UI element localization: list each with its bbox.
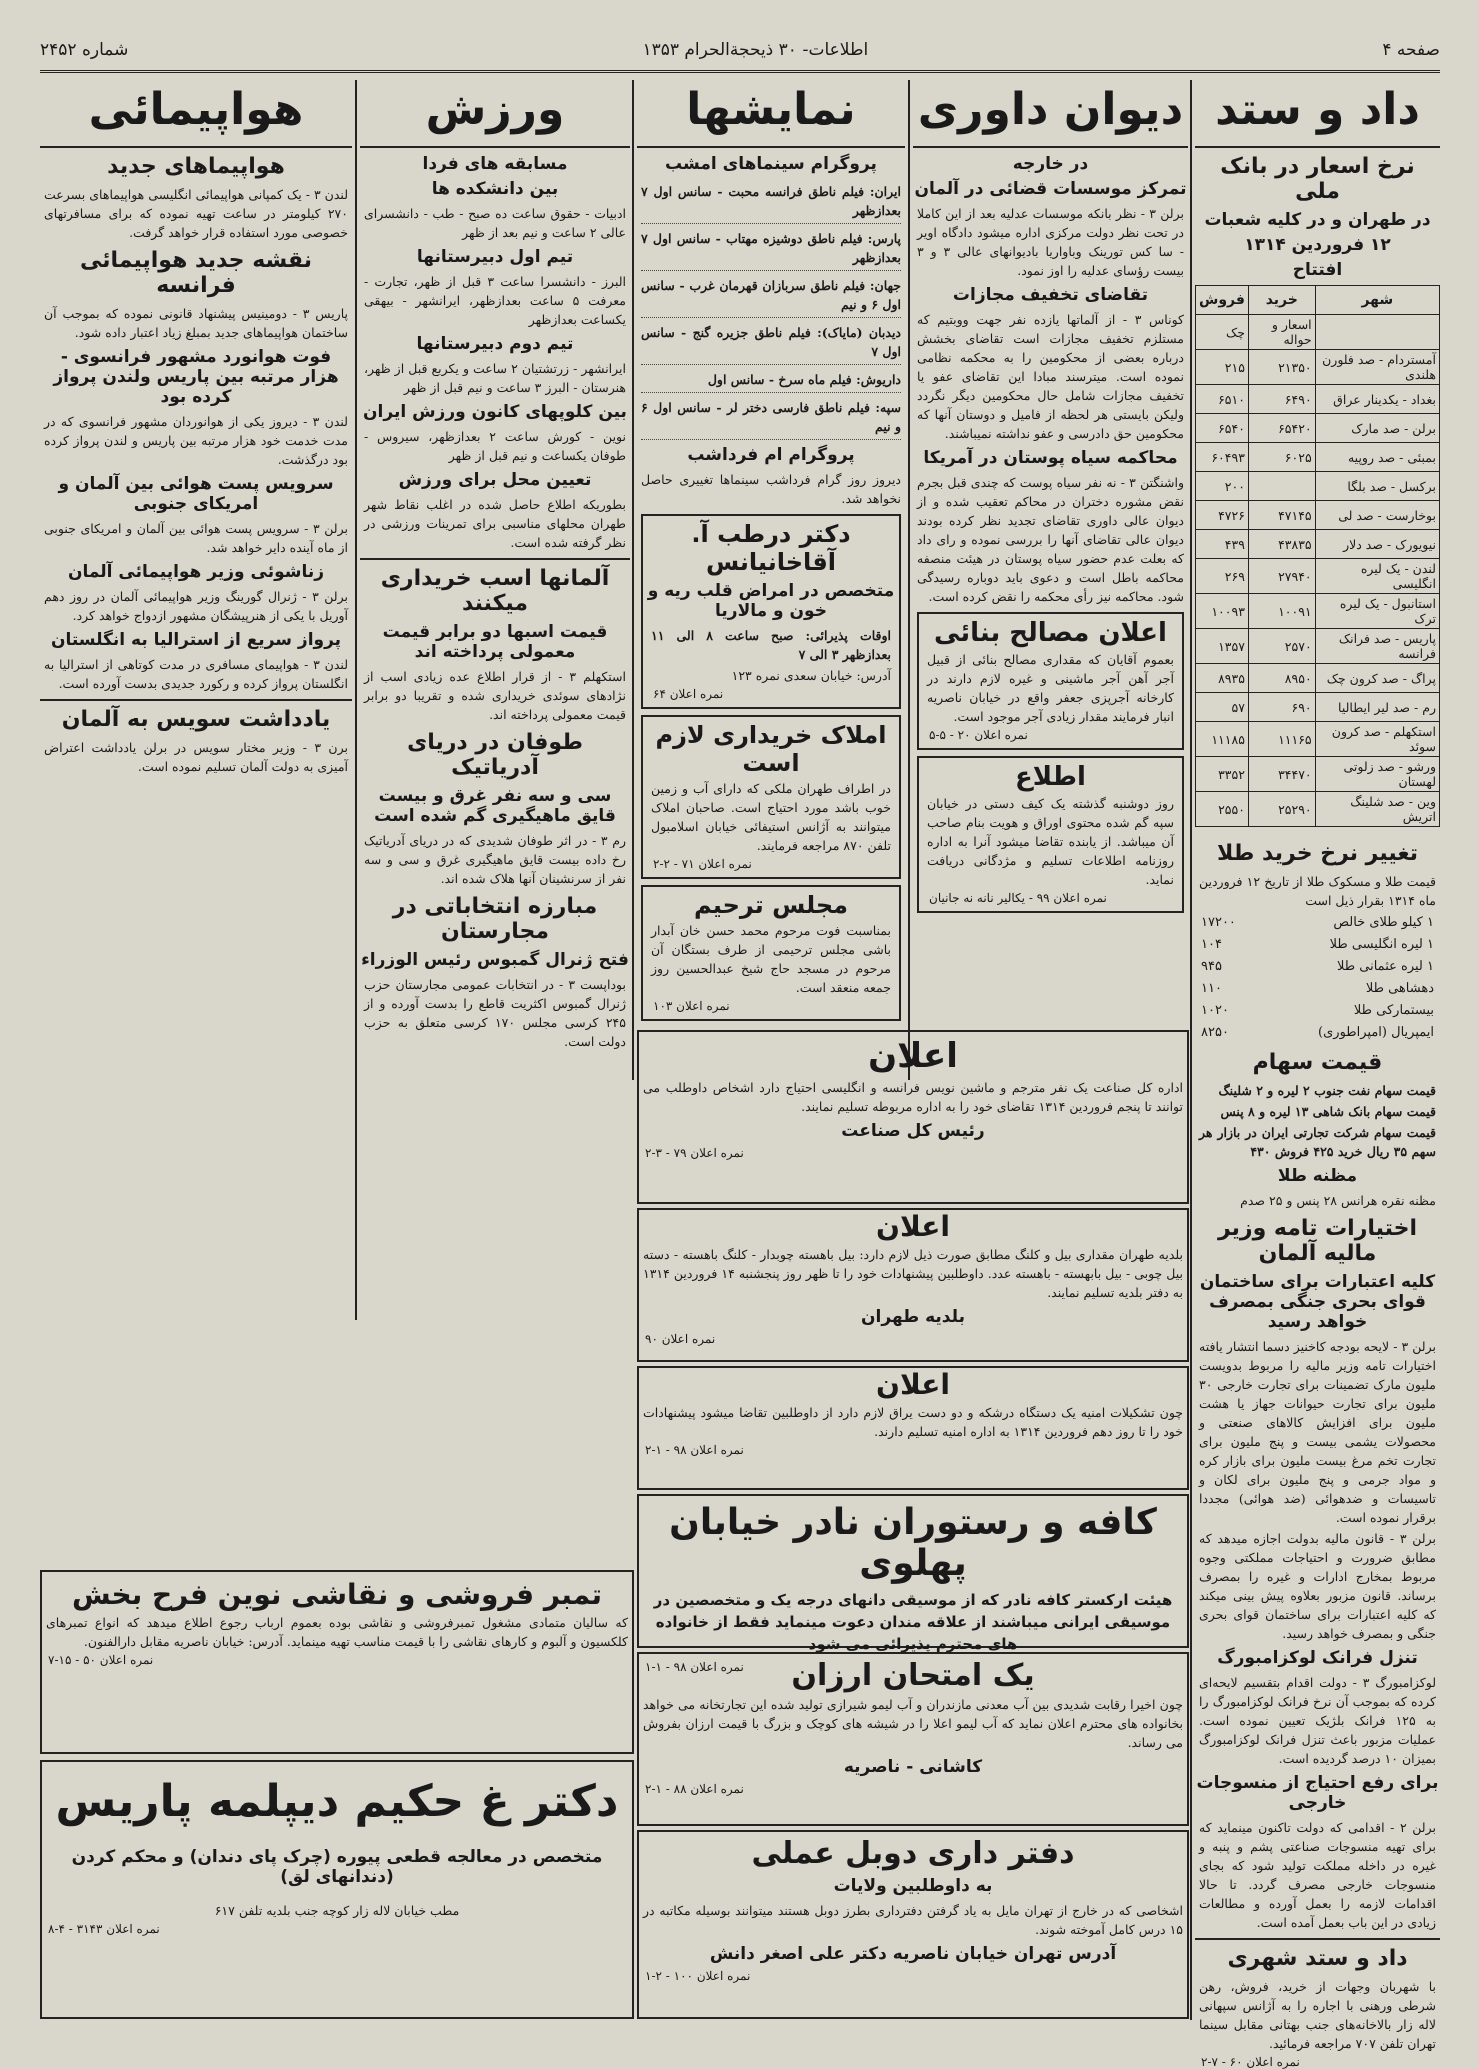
news-heading: پرواز سریع از استرالیا به انگلستان bbox=[50, 630, 342, 650]
ad-signature: بلدیه طهران bbox=[861, 1307, 965, 1327]
table-cell: ۴۳۸۳۵ bbox=[1248, 530, 1315, 559]
news-heading: نقشه جدید هواپیمائی فرانسه bbox=[79, 248, 313, 298]
gold-title: تغییر نرخ خرید طلا bbox=[1216, 841, 1419, 866]
table-row bbox=[1196, 792, 1440, 827]
table-row bbox=[1196, 501, 1440, 530]
ad-title: اعلان bbox=[868, 1036, 958, 1076]
ad-number: نمره اعلان ۹۸ - ۱-۱ bbox=[645, 1660, 744, 1674]
table-cell: وین - صد شلینگ اتریش bbox=[1315, 792, 1439, 827]
lemon-juice-ad bbox=[637, 1652, 1189, 1826]
ad-number: نمره اعلان ۱۰۰ - ۲-۱ bbox=[645, 1969, 751, 1983]
ad-title: تمبر فروشی و نقاشی نوین فرح بخش bbox=[71, 1578, 603, 1611]
ad-text: بعموم آقایان که مقداری مصالح بنائی از قبیل آجر آهن آجر ماشینی و غیره لازم دارند در کارخانه آجرپزی جعفر واقع در خیابان ناصریه انبار فرمایند مقدار زیادی آجر موجود است. bbox=[927, 652, 1174, 724]
ad-subtitle: متخصص در امراض قلب ریه و خون و مالاریا bbox=[647, 581, 895, 621]
news-heading: طوفان در دریای آدریاتیک bbox=[407, 730, 583, 780]
translator-ad bbox=[637, 1030, 1189, 1204]
table-subheader: چک bbox=[1196, 315, 1249, 350]
table-row bbox=[1196, 757, 1440, 792]
ad-address: مطب خیابان لاله زار کوچه جنب بلدیه تلفن ۶۱۷ bbox=[214, 1903, 460, 1918]
table-cell: ۲۵۷۰ bbox=[1248, 629, 1315, 664]
table-row bbox=[1196, 594, 1440, 629]
table-row bbox=[1196, 472, 1440, 501]
sports-column bbox=[360, 80, 630, 1260]
ad-title: مجلس ترحیم bbox=[693, 891, 849, 919]
news-heading: تعیین محل برای ورزش bbox=[398, 470, 592, 490]
land-ad bbox=[641, 715, 901, 879]
ad-number: نمره اعلان ۷۱ - ۲-۲ bbox=[653, 857, 752, 871]
list-item bbox=[1201, 912, 1434, 934]
ad-subtitle: به داوطلبین ولایات bbox=[833, 1876, 993, 1896]
news-text: البرز - دانشسرا ساعت ۳ قبل از ظهر، تجارت - معرفت ۵ ساعت بعدازظهر، ایرانشهر - بیهقی یکساعت بعدازظهر bbox=[364, 274, 627, 327]
ad-text: چون اخیرا رقابت شدیدی بین آب معدنی مازندران و آب لیمو شیرازی تولید شده این تجارتخانه می خواهد بخانواده های محترم اعلان نماید که آب لیمو اعلا را در شیشه های کوچک و بزرگ با قیمت ارزان بفروش می رساند. bbox=[643, 1697, 1184, 1750]
ad-number: نمره اعلان ۶۴ bbox=[653, 687, 724, 701]
ad-number: نمره اعلان ۹۰ bbox=[645, 1332, 716, 1346]
rates-subheading: در طهران و در کلیه شعبات bbox=[1204, 210, 1431, 230]
news-subheading: فتح ژنرال گمبوس رئیس الوزراء bbox=[361, 950, 629, 970]
news-heading: تمرکز موسسات قضائی در آلمان bbox=[914, 179, 1187, 199]
ad-title: اعلان مصالح بنائی bbox=[934, 618, 1167, 648]
gendarmerie-ad bbox=[637, 1366, 1189, 1490]
ad-number: نمره اعلان ۹۸ - ۱-۲ bbox=[645, 1443, 744, 1457]
list-item: داریوش: فیلم ماه سرخ - سانس اول bbox=[641, 367, 901, 393]
ad-title: اعلان bbox=[876, 1210, 950, 1243]
gold-item-price: ۸۲۵۰ bbox=[1201, 1025, 1229, 1040]
ad-text: در اطراف طهران ملکی که دارای آب و زمین خوب باشد مورد احتیاج است. صاحبان املاک میتوانند به آژانس استیفائی خیابان اسلامبول تلفن ۸۷۰ مراجعه فرمایند. bbox=[651, 781, 891, 853]
ad-text: بمناسبت فوت مرحوم محمد حسن خان آبدار باشی مجلس ترحیمی از طرف بستگان آن مرحوم در مسجد حاج شیخ عبدالحسین روز جمعه منعقد است. bbox=[651, 923, 891, 995]
municipality-ad bbox=[637, 1208, 1189, 1362]
shows-title: نمایشها bbox=[686, 84, 856, 135]
news-subheading: قیمت اسبها دو برابر قیمت معمولی پرداخته اند bbox=[382, 622, 608, 662]
divider bbox=[637, 146, 905, 148]
table-cell: استانبول - یک لیره ترک bbox=[1315, 594, 1439, 629]
ad-title: اطلاع bbox=[1015, 762, 1086, 792]
rates-date: ۱۲ فروردین ۱۳۱۴ bbox=[1244, 235, 1391, 255]
news-heading: تیم اول دبیرستانها bbox=[416, 247, 574, 267]
ad-number: نمره اعلان ۸۸ - ۱-۲ bbox=[645, 1782, 744, 1796]
table-cell: ۲۷۹۴۰ bbox=[1248, 559, 1315, 594]
germany-finance-text: برلن ۳ - لایحه بودجه کاخنیز دسما انتشار یافته اختیارات تامه وزیر مالیه را مربوط بدویست ملیون مارک تضمینات برای تجارت خارجی ۳۰ ملیون برای تجارت حیوانات جهاز یا هشت ملیون برای افزایش کالاهای صنعتی و محصولات یشمی بیست و پنج ملیون برای تجارت تخم مرغ بیست ملیون برای بازار کره و مواد جرمی و پنج ملیون برای لکان و تاسیسات و ضدهوائی (ضد هوائی) مجددا برقرار نموده است. bbox=[1199, 1339, 1436, 1525]
table-cell: ۵۷ bbox=[1196, 693, 1249, 722]
table-cell: ورشو - صد زلوتی لهستان bbox=[1315, 757, 1439, 792]
table-subheader: اسعار و حواله bbox=[1248, 315, 1315, 350]
divider bbox=[360, 558, 630, 560]
list-item bbox=[1201, 1000, 1434, 1022]
table-cell: ۱۱۱۸۵ bbox=[1196, 722, 1249, 757]
table-cell: بغداد - یکدینار عراق bbox=[1315, 385, 1439, 414]
gold-intro: قیمت طلا و مسکوک طلا از تاریخ ۱۲ فروردین ماه ۱۳۱۴ بقرار ذیل است bbox=[1199, 874, 1436, 908]
ad-number: نمره اعلان ۵۰ - ۱۵-۷ bbox=[48, 1653, 154, 1667]
table-cell: نیویورک - صد دلار bbox=[1315, 530, 1439, 559]
news-text: رم ۳ - در اثر طوفان شدیدی که در دریای آدریاتیک رخ داده بیست قایق ماهیگیری غرق و سی و سه نفر از سرنشینان آنها هلاک شده اند. bbox=[364, 833, 627, 886]
stamp-shop-ad bbox=[40, 1570, 634, 1754]
ad-number: نمره اعلان ۳۱۴۳ - ۴-۸ bbox=[48, 1922, 160, 1936]
table-cell: ۱۳۵۷ bbox=[1196, 629, 1249, 664]
building-materials-ad bbox=[917, 612, 1184, 750]
news-heading: محاکمه سیاه پوستان در آمریکا bbox=[923, 448, 1178, 468]
issue-date: اطلاعات- ۳۰ ذیحجةالحرام ۱۳۵۳ bbox=[642, 40, 869, 60]
ad-signature: کاشانی - ناصریه bbox=[843, 1757, 983, 1777]
news-subheading: سی و سه نفر غرق و بیست قایق ماهیگیری گم شده است bbox=[374, 786, 616, 826]
table-cell: ۲۰۰ bbox=[1196, 472, 1249, 501]
table-cell: ۲۵۵۰ bbox=[1196, 792, 1249, 827]
table-cell: ۳۳۵۲ bbox=[1196, 757, 1249, 792]
court-title: دیوان داوری bbox=[917, 84, 1184, 135]
aviation-title: هواپیمائی bbox=[88, 84, 304, 135]
issue-number: شماره ۲۴۵۲ bbox=[40, 40, 129, 60]
table-row bbox=[1196, 722, 1440, 757]
city-trade-title: داد و ستد شهری bbox=[1227, 1946, 1408, 1971]
ad-title: املاک خریداری لازم است bbox=[655, 721, 887, 777]
news-text: ادبیات - حقوق ساعت ده صبح - طب - دانشسرای عالی ۲ ساعت و نیم بعد از ظهر bbox=[364, 206, 626, 240]
news-text: لندن ۳ - یک کمپانی هواپیمائی انگلیسی هواپیماهای بسرعت ۲۷۰ کیلومتر در ساعت تهیه نموده که برای مسافرتهای خصوصی مورد استفاده قرار خواهد گرفت. bbox=[44, 187, 349, 240]
tomorrow-program-text: دیروز روز گرام فرداشب سینماها تغییری حاصل نخواهد شد. bbox=[641, 472, 901, 506]
list-item bbox=[1201, 956, 1434, 978]
cinema-program-title: پروگرام سینماهای امشب bbox=[665, 154, 877, 174]
table-cell: ۲۶۹ bbox=[1196, 559, 1249, 594]
ad-title: یک امتحان ارزان bbox=[791, 1658, 1035, 1693]
news-text: ایرانشهر - زرتشتیان ۲ ساعت و یکربع قبل از ظهر، هنرستان - البرز ۳ ساعت و نیم قبل از ظهر bbox=[364, 361, 626, 395]
gold-item-label: ۱ لیره عثمانی طلا bbox=[1337, 959, 1434, 974]
divider bbox=[1195, 1938, 1440, 1940]
franc-title: تنزل فرانک لوکزامبورگ bbox=[1217, 1648, 1418, 1668]
table-cell: ۶۹۰ bbox=[1248, 693, 1315, 722]
news-text: پاریس ۳ - دومینیس پیشنهاد قانونی نموده که بموجب آن ساختمان هواپیماهای جدید بمبلغ زیاد اعتبار داده شود. bbox=[44, 306, 348, 340]
ad-text: اشخاصی که در خارج از تهران مایل به یاد گرفتن دفترداری بطرز دوبل هستند میتوانند بوسیله مکاتبه در ۱۵ درس کامل آموخته شوند. bbox=[643, 1903, 1183, 1937]
gold-item-label: دهشاهی طلا bbox=[1365, 981, 1434, 996]
shares-title: قیمت سهام bbox=[1252, 1050, 1383, 1075]
table-header: خرید bbox=[1248, 286, 1315, 315]
table-cell: ۳۴۴۷۰ bbox=[1248, 757, 1315, 792]
news-heading: سرویس پست هوائی بین آلمان و امریکای جنوبی bbox=[58, 474, 334, 514]
finance-column bbox=[1195, 80, 1440, 2069]
table-cell: ۶۵۱۰ bbox=[1196, 385, 1249, 414]
ad-number: نمره اعلان ۲۰ - ۵-۵ bbox=[929, 728, 1028, 742]
news-heading: بین دانشکده ها bbox=[431, 179, 559, 199]
finance-law-text: برلن ۳ - قانون مالیه بدولت اجازه میدهد که مطابق ضرورت و احتیاجات مملکتی وجوه مربوط بمخارج ادارات و غیره را بمصرف برساند. قانون مزبور بعلاوه پیش بینی میکند که کلیه اعتبارات برای ساختمان قوای بحری جنگی و بمصرف خواهد رسید. bbox=[1199, 1531, 1436, 1641]
ad-address: آدرس: خیابان سعدی نمره ۱۲۳ bbox=[731, 668, 891, 683]
table-cell: لندن - یک لیره انگلیسی bbox=[1315, 559, 1439, 594]
table-cell: ۸۹۳۵ bbox=[1196, 664, 1249, 693]
table-row bbox=[1196, 443, 1440, 472]
table-row bbox=[1196, 414, 1440, 443]
gold-item-price: ۱۰۴ bbox=[1201, 937, 1222, 952]
finance-title: داد و ستد bbox=[1215, 84, 1420, 135]
divider bbox=[40, 146, 352, 148]
newspaper-page bbox=[40, 30, 1440, 2069]
table-cell: ۸۹۵۰ bbox=[1248, 664, 1315, 693]
memorial-ad bbox=[641, 885, 901, 1021]
table-cell: برکسل - صد بلگا bbox=[1315, 472, 1439, 501]
table-header: فروش bbox=[1196, 286, 1249, 315]
gold-item-label: ۱ کیلو طلای خالص bbox=[1333, 915, 1434, 930]
table-cell: استکهلم - صد کرون سوئد bbox=[1315, 722, 1439, 757]
list-item bbox=[1201, 934, 1434, 956]
tomorrow-program-title: پروگرام ام فرداشب bbox=[687, 445, 855, 465]
table-cell: ۱۰۰۹۱ bbox=[1248, 594, 1315, 629]
table-row bbox=[1196, 530, 1440, 559]
news-heading: تیم دوم دبیرستانها bbox=[416, 334, 574, 354]
news-heading: یادداشت سویس به آلمان bbox=[61, 707, 331, 732]
news-heading: بین کلوپهای کانون ورزش ایران bbox=[363, 402, 627, 422]
share-line: قیمت سهام بانک شاهی ۱۳ لیره و ۸ پنس bbox=[1220, 1104, 1436, 1119]
news-text: برلن ۳ - سرویس پست هوائی بین آلمان و امریکای جنوبی از ماه آینده دایر خواهد شد. bbox=[44, 521, 348, 555]
ad-number: نمره اعلان ۹۹ - یکالیر نانه نه جانیان bbox=[929, 891, 1107, 905]
ad-hours: اوقات پذیرائی: صبح ساعت ۸ الی ۱۱ بعدازظهر ۳ الی ۷ bbox=[651, 628, 892, 662]
news-heading: مبارزه انتخاباتی در مجارستان bbox=[392, 894, 598, 944]
table-cell: پراگ - صد کرون چک bbox=[1315, 664, 1439, 693]
list-item bbox=[1201, 1022, 1434, 1044]
abroad-label: در خارجه bbox=[1012, 154, 1089, 174]
column-rule bbox=[908, 80, 910, 1080]
page-header bbox=[40, 30, 1440, 73]
divider bbox=[40, 699, 352, 701]
table-row bbox=[1196, 629, 1440, 664]
ad-signature: رئیس کل صناعت bbox=[841, 1121, 985, 1141]
table-row bbox=[1196, 385, 1440, 414]
table-cell: ۶۴۹۰ bbox=[1248, 385, 1315, 414]
column-rule bbox=[1190, 80, 1192, 2020]
news-text: کوناس ۳ - از آلماتها یازده نفر جهت ووبتیم که مستلزم تخفیف مجازات است تقاضای بخشش درباره بعضی از محکومین را به محکمه نظامی نموده است. میترسند مبادا این تقاضای عفو یا تخفیف مجازات شامل حال محکومین دیگر نگردد ولیکن بایستی هر لحظه از فامیل و دوستان آنها که محکومین حق دادرسی و عفو نداشته نمیباشند. bbox=[917, 312, 1184, 441]
table-row bbox=[1196, 350, 1440, 385]
ad-number: نمره اعلان ۶۰ - ۷-۲ bbox=[1201, 2055, 1300, 2069]
table-subheader bbox=[1315, 315, 1439, 350]
textile-title: برای رفع احتیاج از منسوجات خارجی bbox=[1196, 1773, 1439, 1813]
share-line: قیمت سهام نفت جنوب ۲ لیره و ۲ شلینگ bbox=[1218, 1083, 1436, 1098]
column-rule bbox=[355, 80, 357, 1320]
ad-number: نمره اعلان ۷۹ - ۳-۲ bbox=[645, 1146, 744, 1160]
table-cell: ۴۷۱۴۵ bbox=[1248, 501, 1315, 530]
gold-item-price: ۱۰۲۰ bbox=[1201, 1003, 1229, 1018]
shows-column bbox=[637, 80, 905, 1020]
table-row bbox=[1196, 559, 1440, 594]
gold-item-price: ۹۴۵ bbox=[1201, 959, 1222, 974]
table-cell: ۲۵۲۹۰ bbox=[1248, 792, 1315, 827]
gold-item-price: ۱۱۰ bbox=[1201, 981, 1222, 996]
germany-finance-title: اختیارات تامه وزیر مالیه آلمان bbox=[1217, 1216, 1418, 1266]
notice-ad bbox=[917, 756, 1184, 913]
news-text: برلن ۳ - نظر بانکه موسسات عدلیه بعد از این کاملا در تحت نظر دولت مرکزی اداره میشود دادگاه اویر - سا کس تورینک وباواریا بادیوانهای عالی ۳ و ۳ بیست رؤسای عدلیه را اوز نمود. bbox=[917, 206, 1184, 278]
rates-opening: افتتاح bbox=[1292, 260, 1343, 280]
ad-title: دفتر داری دوبل عملی bbox=[751, 1836, 1075, 1871]
news-text: لندن ۳ - هواپیمای مسافری در مدت کوتاهی از استرالیا به انگلستان پرواز کرده و رکورد جدیدی بدست آورده است. bbox=[44, 657, 348, 691]
table-header: شهر bbox=[1315, 286, 1439, 315]
matches-title: مسابقه های فردا bbox=[422, 154, 568, 174]
table-cell: پاریس - صد فرانک فرانسه bbox=[1315, 629, 1439, 664]
table-row bbox=[1196, 693, 1440, 722]
table-cell: ۲۱۳۵۰ bbox=[1248, 350, 1315, 385]
exchange-rate-table bbox=[1195, 285, 1440, 827]
list-item bbox=[1201, 978, 1434, 1000]
ad-title: دکتر غ حکیم دیپلمه پاریس bbox=[55, 1776, 619, 1827]
gold-item-label: ایمپریال (امپراطوری) bbox=[1318, 1025, 1434, 1040]
franc-text: لوکزامبورگ ۳ - دولت اقدام بتقسیم لایحه‌ای کرده که بموجب آن نرخ فرانک لوکزامبورگ را به ۱۲۵ فرانک بلژیک تعیین نموده است. عملیات مزبور باعث تنزل فرانک لوکزامبورگ بمیزان ۱۰ درصد گردیده است. bbox=[1199, 1675, 1437, 1766]
news-heading: فوت هوانورد مشهور فرانسوی - هزار مرتبه بین پاریس ولندن پرواز کرده بود bbox=[53, 347, 339, 407]
table-cell: برلن - صد مارک bbox=[1315, 414, 1439, 443]
news-heading: زناشوئی وزیر هواپیمائی آلمان bbox=[67, 562, 325, 582]
dentist-ad bbox=[40, 1760, 634, 2019]
germany-finance-sub: کلیه اعتبارات برای ساختمان قوای بحری جنگی بمصرف خواهد رسید bbox=[1199, 1272, 1436, 1332]
news-text: لندن ۳ - دیروز یکی از هوانوردان مشهور فرانسوی که در مدت خدمت خود هزار مرتبه بین پاریس و لندن پرواز کرده بود درگذشت. bbox=[44, 414, 348, 467]
ad-number: نمره اعلان ۱۰۳ bbox=[653, 999, 730, 1013]
gold-item-label: ۱ لیره انگلیسی طلا bbox=[1329, 937, 1434, 952]
table-cell: ۶۰۴۹۳ bbox=[1196, 443, 1249, 472]
list-item: جهان: فیلم ناطق سربازان قهرمان غرب - سانس اول ۶ و نیم bbox=[641, 273, 901, 318]
ad-title: کافه و رستوران نادر خیابان پهلوی bbox=[669, 1502, 1157, 1584]
ad-subtitle: متخصص در معالجه قطعی پیوره (چرک پای دندان) و محکم کردن (دندانهای لق) bbox=[71, 1847, 603, 1887]
ad-address: آدرس تهران خیابان ناصریه دکتر علی اصغر دانش bbox=[709, 1944, 1117, 1964]
gold-item-price: ۱۷۲۰۰ bbox=[1201, 915, 1236, 930]
news-text: برن ۳ - وزیر مختار سویس در برلن یادداشت اعتراض آمیزی به دولت آلمان تسلیم نموده است. bbox=[44, 740, 348, 774]
table-cell: ۲۱۵ bbox=[1196, 350, 1249, 385]
table-cell: ۱۱۱۶۵ bbox=[1248, 722, 1315, 757]
table-cell: ۶۵۴۲۰ bbox=[1248, 414, 1315, 443]
ad-text: روز دوشنبه گذشته یک کیف دستی در خیابان سپه گم شده محتوی اوراق و هویت بنام صاحب آن میباشد. از یابنده تقاضا میشود آنرا به اداره روزنامه اطلاعات تسلیم و مژدگانی دریافت نماید. bbox=[927, 796, 1174, 887]
news-text: واشنگتن ۳ - نه نفر سیاه پوست که چندی قبل بجرم نقض مشوره دختران در محاکم تعقیب شده و از دیوان عالی داوری تقاضای تجدید نظر کرده بودند دیوان عالی تقاضای آنها را بررسی نموده و رای داد که بعلت عدم حضور سیاه پوستان در هیئت منصفه محاکمه باطل است و دعوی باید دوباره رسیدگی شود. محاکمه نیز رأی محکمه را نقض کرده است. bbox=[917, 475, 1185, 604]
city-trade-text: با شهربان وجهات از خرید، فروش، رهن شرطی ورهنی با اجاره را به آژانس سپهانی لاله زار بالاخانه‌های جنب بهتانی مقابل سینما تهران تلفن ۷۰۷ مراجعه فرمائید. bbox=[1199, 1979, 1436, 2051]
ad-text: که سالیان متمادی مشغول تمبرفروشی و نقاشی بوده بعموم ارباب رجوع اطلاع میدهد که انواع تمبرهای کلکسیون و آلبوم و کارهای نقاشی را با قیمت مناسب تهیه مینماید. آدرس: خیابان ناصریه مقابل دارالفنون. bbox=[46, 1615, 628, 1649]
aviation-column bbox=[40, 80, 352, 1260]
table-cell: ۶۵۴۰ bbox=[1196, 414, 1249, 443]
column-rule bbox=[632, 80, 634, 1080]
news-text: برلن ۳ - ژنرال گورینگ وزیر هواپیمائی آلمان در روز دهم آوریل با یکی از هنرپیشگان مشهور ازدواج خواهد کرد. bbox=[44, 589, 348, 623]
news-text: بطوریکه اطلاع حاصل شده در اغلب نقاط شهر طهران محلهای مناسبی برای تمرینات ورزشی در نظر گرفته شده است. bbox=[364, 497, 626, 550]
bookkeeping-ad bbox=[637, 1830, 1189, 2019]
list-item: دیدبان (مایاک): فیلم ناطق جزیره گنج - سانس اول ۷ bbox=[641, 320, 901, 365]
doctor-ad bbox=[641, 514, 901, 709]
silver-title: مظنه طلا bbox=[1277, 1166, 1358, 1186]
news-heading: تقاضای تخفیف مجازات bbox=[952, 285, 1149, 305]
list-item: پارس: فیلم ناطق دوشیزه مهتاب - سانس اول ۷ بعدازظهر bbox=[641, 226, 901, 271]
ad-text: چون تشکیلات امنیه یک دستگاه درشکه و دو دست یراق لازم دارد از داوطلبین تقاضا میشود پیشنهادات خود را تا روز دهم فروردین ۱۳۱۴ به اداره امنیه تسلیم دارند. bbox=[643, 1405, 1183, 1439]
ad-text: بلدیه طهران مقداری بیل و کلنگ مطابق صورت ذیل لازم دارد: بیل باهسته چوبدار - کلنگ باهسته - دسته بیل چوبی - بیل بابهسته - باهسته عدد. داوطلبین پیشنهادات خود را تا ظهر روز پنجشنبه ۱۴ فروردین ۱۳۱۴ به دفتر بلدیه تسلیم نمایند. bbox=[643, 1247, 1184, 1300]
list-item: ایران: فیلم ناطق فرانسه محبت - سانس اول ۷ بعدازظهر bbox=[641, 179, 901, 224]
table-cell bbox=[1248, 472, 1315, 501]
divider bbox=[360, 146, 630, 148]
silver-text: مظنه نقره هرانس ۲۸ پنس و ۲۵ صدم bbox=[1240, 1193, 1436, 1208]
table-cell: رم - صد لیر ایطالیا bbox=[1315, 693, 1439, 722]
table-row bbox=[1196, 664, 1440, 693]
table-cell: بمبئی - صد روپیه bbox=[1315, 443, 1439, 472]
table-cell: ۱۰۰۹۳ bbox=[1196, 594, 1249, 629]
share-line: قیمت سهام شرکت تجارتی ایران در بازار هر سهم ۳۵ ریال خرید ۴۲۵ فروش ۴۳۰ bbox=[1199, 1125, 1436, 1159]
news-text: نوین - کورش ساعت ۲ بعدازظهر، سیروس - طوفان یکساعت و نیم قبل از ظهر bbox=[364, 429, 626, 463]
cafe-ad bbox=[637, 1494, 1189, 1674]
news-text: بوداپست ۳ - در انتخابات عمومی مجارستان حزب ژنرال گمبوس اکثریت قاطع را بدست آورده و از ۲۴۵ کرسی مجلس ۱۷۰ کرسی متعلق به حزب دولت است. bbox=[364, 977, 626, 1049]
court-column bbox=[913, 80, 1188, 1020]
ad-text: هیئت ارکستر کافه نادر که از موسیقی دانهای درجه یک و متخصصین در موسیقی ایرانی میباشند از علاقه مندان دعوت مینماید فقط از خانواده های محترم پذیرائی می شود bbox=[653, 1591, 1173, 1653]
ad-title: دکتر درطب آ. آقاخانیانس bbox=[691, 520, 851, 576]
table-cell: آمستردام - صد فلورن هلندی bbox=[1315, 350, 1439, 385]
news-heading: آلمانها اسب خریداری میکنند bbox=[380, 566, 610, 616]
rates-heading: نرخ اسعار در بانک ملی bbox=[1220, 154, 1415, 204]
news-text: استکهلم ۳ - از قرار اطلاع عده زیادی اسب از نژادهای سوئدی خریداری شده و تقریبا دو برابر قیمت معمولی پرداخته اند. bbox=[364, 669, 626, 722]
divider bbox=[1195, 146, 1440, 148]
textile-text: برلن ۲ - اقدامی که دولت تاکنون مینماید که برای تهیه منسوجات صناعتی پشم و پنبه و غیره در داخله مملکت تولید شود که بجای منسوجات خارجی مصرف گردد. تا حالا اقدامات لازمه را بعمل آورده و مطالعات زیادی در این باب بعمل آمده است. bbox=[1199, 1820, 1436, 1930]
list-item: سپه: فیلم ناطق فارسی دختر لر - سانس اول ۶ و نیم bbox=[641, 395, 901, 440]
page-number: صفحه ۴ bbox=[1382, 40, 1440, 60]
table-cell: ۴۳۹ bbox=[1196, 530, 1249, 559]
sports-title: ورزش bbox=[425, 84, 565, 135]
divider bbox=[913, 146, 1188, 148]
table-cell: ۴۷۲۶ bbox=[1196, 501, 1249, 530]
gold-price-list bbox=[1195, 912, 1440, 1044]
table-cell: ۶۰۲۵ bbox=[1248, 443, 1315, 472]
ad-text: اداره کل صناعت یک نفر مترجم و ماشین نویس فرانسه و انگلیسی احتیاج دارد اشخاص داوطلب می توانند تا پنجم فروردین ۱۳۱۴ تقاضای خود را به اداره مربوطه تسلیم نمایند. bbox=[643, 1080, 1183, 1114]
gold-item-label: بیستمارکی طلا bbox=[1353, 1003, 1434, 1018]
cinema-list bbox=[637, 179, 905, 440]
news-heading: هواپیماهای جدید bbox=[107, 154, 285, 179]
ad-title: اعلان bbox=[876, 1368, 950, 1401]
table-cell: بوخارست - صد لی bbox=[1315, 501, 1439, 530]
